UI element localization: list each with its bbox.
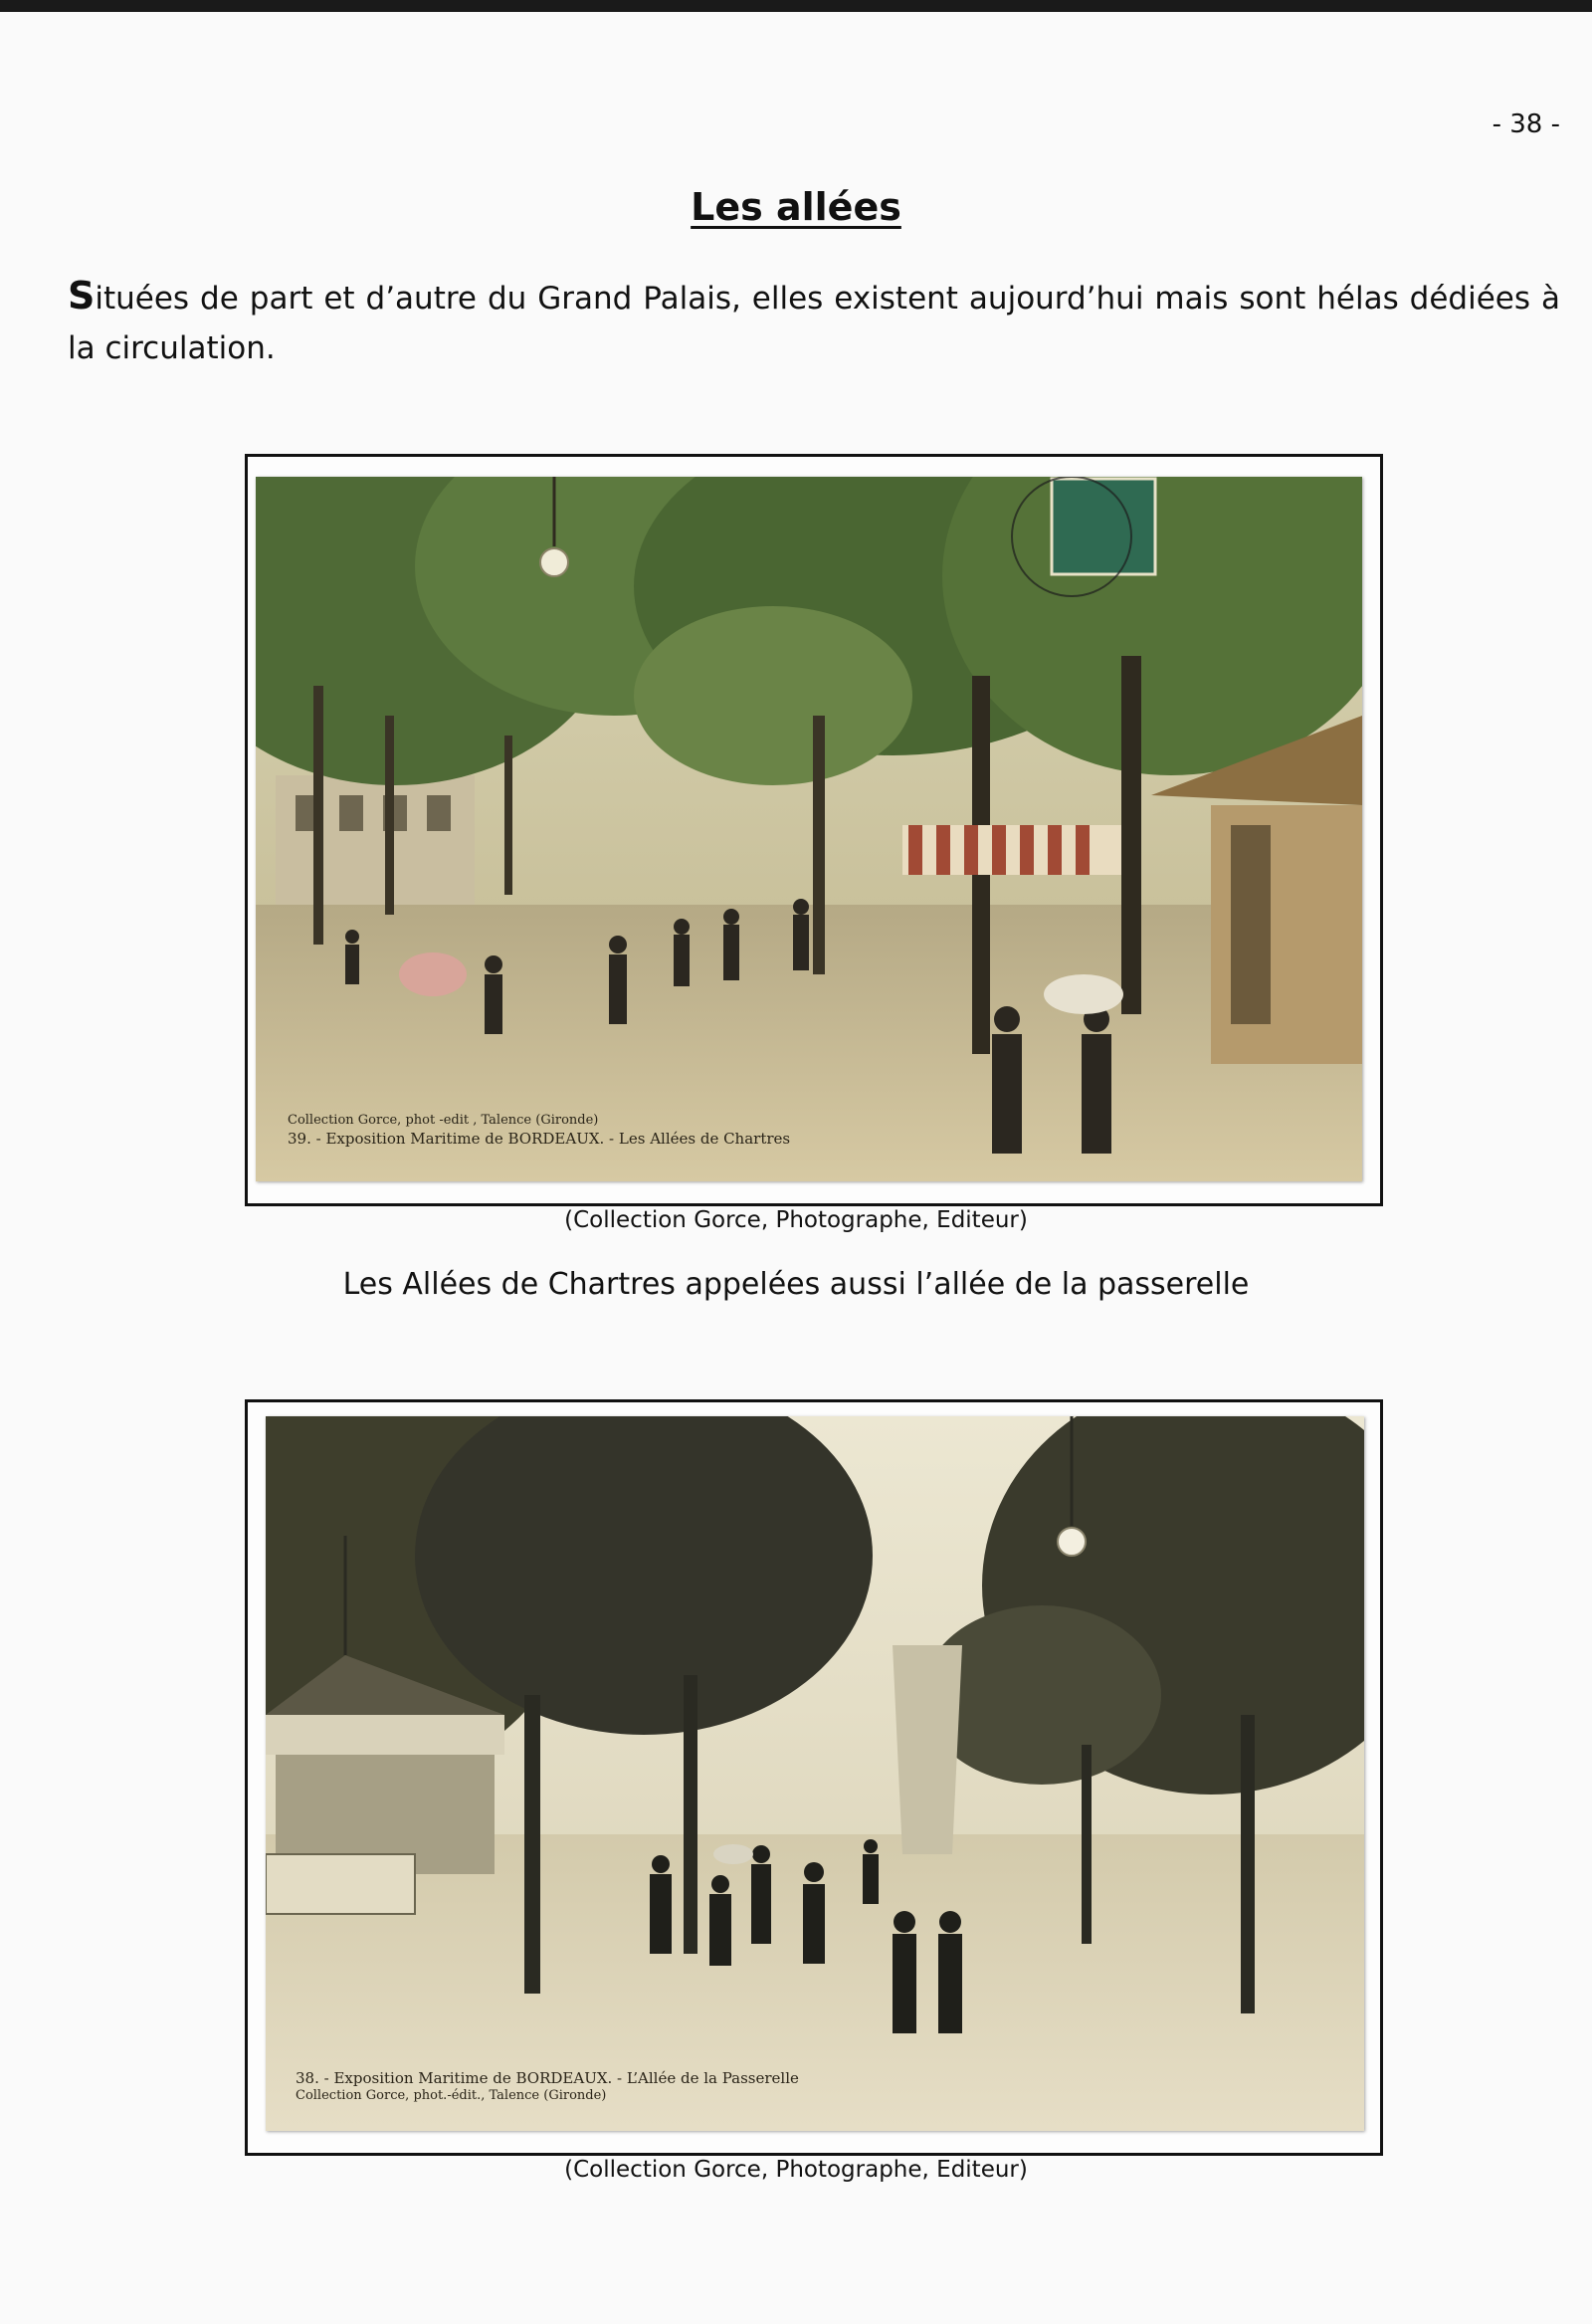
photo-credit-1: (Collection Gorce, Photographe, Editeur) bbox=[564, 1207, 1028, 1233]
postcard-1-illustration bbox=[256, 477, 1362, 1181]
postcard-2-caption-line-1: 38. - Exposition Maritime de BORDEAUX. - L’Allée de la Passerelle bbox=[296, 2069, 799, 2087]
postcard-2-caption-line-2: Collection Gorce, phot.-édit., Talence (Gironde) bbox=[296, 2088, 607, 2103]
postcard-2-caption bbox=[296, 2069, 799, 2105]
postcard-frame-2 bbox=[245, 1399, 1383, 2156]
page-title: Les allées bbox=[691, 185, 901, 229]
intro-paragraph bbox=[68, 271, 1560, 373]
intro-initial: S bbox=[68, 274, 96, 317]
section-subtitle: Les Allées de Chartres appelées aussi l’allée de la passerelle bbox=[342, 1267, 1250, 1302]
photo-credit-2: (Collection Gorce, Photographe, Editeur) bbox=[564, 2157, 1028, 2183]
postcard-image-2 bbox=[266, 1416, 1364, 2131]
page-number: - 38 - bbox=[1492, 109, 1560, 139]
top-border bbox=[0, 0, 1592, 12]
postcard-1-caption-line-1: Collection Gorce, phot -edit , Talence (Gironde) bbox=[288, 1113, 599, 1128]
intro-text: ituées de part et d’autre du Grand Palais, elles existent aujourd’hui mais sont hélas dédiées à la circulation. bbox=[68, 281, 1560, 366]
postcard-image-1 bbox=[256, 477, 1362, 1181]
postcard-frame-1 bbox=[245, 454, 1383, 1206]
postcard-1-caption-line-2: 39. - Exposition Maritime de BORDEAUX. - Les Allées de Chartres bbox=[288, 1130, 791, 1148]
postcard-2-illustration bbox=[266, 1416, 1364, 2131]
postcard-1-caption bbox=[288, 1112, 790, 1148]
